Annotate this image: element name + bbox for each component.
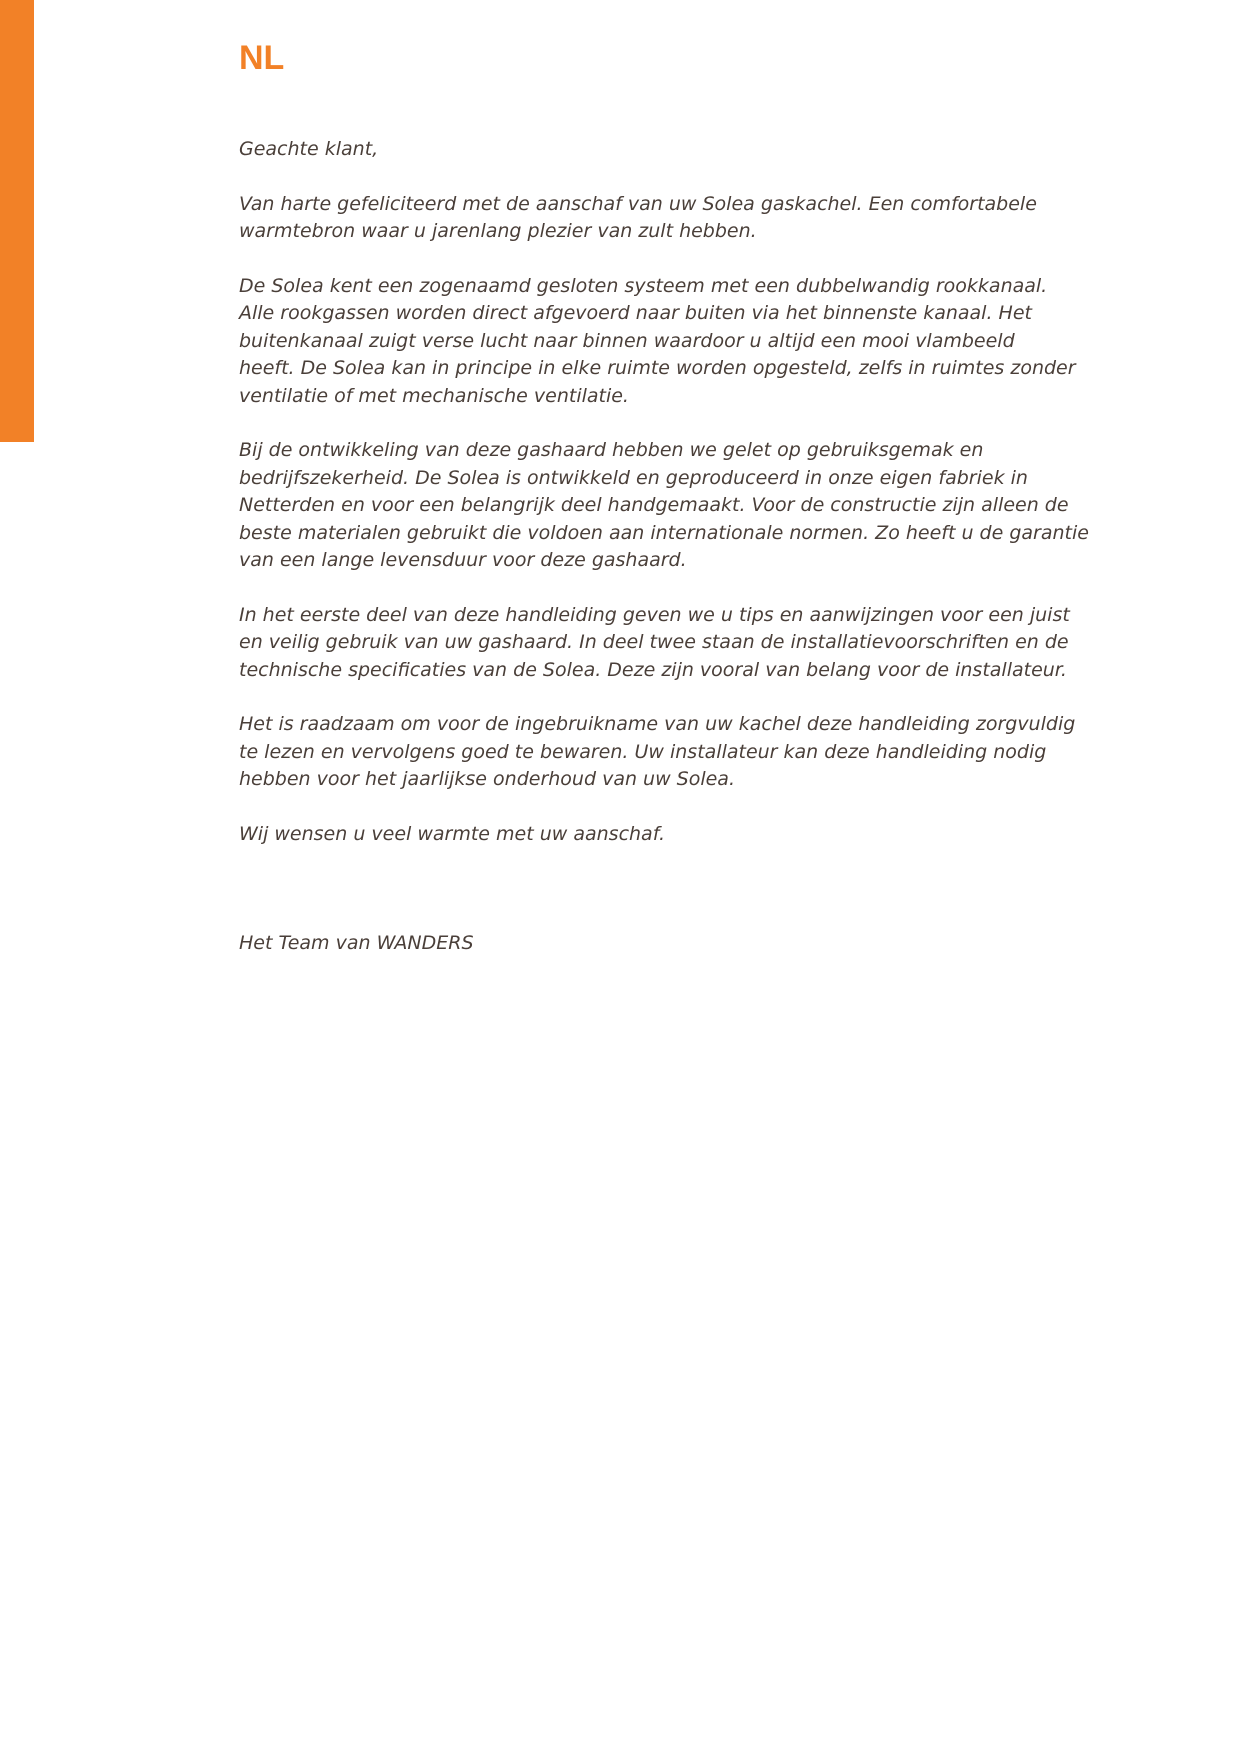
- text-line: bedrijfszekerheid. De Solea is ontwikkeld en geproduceerd in onze eigen fabriek in: [239, 466, 1028, 489]
- text-line: beste materialen gebruikt die voldoen aan internationale normen. Zo heeft u de garantie: [239, 521, 1089, 544]
- text-line: te lezen en vervolgens goed te bewaren. Uw installateur kan deze handleiding nodig: [239, 740, 1047, 763]
- text-line: warmtebron waar u jarenlang plezier van zult hebben.: [239, 220, 757, 243]
- text-line: Alle rookgassen worden direct afgevoerd naar buiten via het binnenste kanaal. Het: [239, 302, 1032, 325]
- text-line: In het eerste deel van deze handleiding geven we u tips en aanwijzingen voor een juist: [239, 603, 1070, 626]
- text-line: van een lange levensduur voor deze gashaard.: [239, 549, 687, 572]
- text-line: technische specificaties van de Solea. Deze zijn vooral van belang voor de installateur.: [239, 658, 1067, 681]
- text-line: buitenkanaal zuigt verse lucht naar binnen waardoor u altijd een mooi vlambeeld: [239, 329, 1015, 352]
- text-line: Bij de ontwikkeling van deze gashaard hebben we gelet op gebruiksgemak en: [239, 439, 984, 462]
- paragraph-6: [239, 821, 1059, 848]
- paragraph-2: [239, 273, 1076, 410]
- text-line: Wij wensen u veel warmte met uw aanschaf.: [239, 823, 666, 846]
- paragraph-3: [239, 437, 1089, 574]
- paragraph-1: [239, 191, 1059, 246]
- signature-line: Het Team van WANDERS: [239, 932, 474, 955]
- text-line: Netterden en voor een belangrijk deel handgemaakt. Voor de constructie zijn alleen de: [239, 494, 1069, 517]
- text-line: en veilig gebruik van uw gashaard. In deel twee staan de installatievoorschriften en de: [239, 631, 1069, 654]
- text-line: De Solea kent een zogenaamd gesloten systeem met een dubbelwandig rookkanaal.: [239, 275, 1048, 297]
- paragraph-5: [239, 711, 1076, 793]
- signature: [239, 930, 1059, 957]
- greeting: [239, 136, 1059, 163]
- text-line: ventilatie of met mechanische ventilatie.: [239, 384, 629, 407]
- letter-body: [239, 136, 1089, 985]
- text-line: Van harte gefeliciteerd met de aanschaf van uw Solea gaskachel. Een comfortabele: [239, 192, 1037, 215]
- text-line: heeft. De Solea kan in principe in elke ruimte worden opgesteld, zelfs in ruimtes zonder: [239, 357, 1076, 380]
- language-label: NL: [239, 39, 285, 77]
- text-line: Het is raadzaam om voor de ingebruikname van uw kachel deze handleiding zorgvuldig: [239, 713, 1076, 736]
- side-accent-bar: [0, 0, 34, 442]
- paragraph-4: [239, 602, 1070, 684]
- greeting-line: Geachte klant,: [239, 138, 379, 160]
- text-line: hebben voor het jaarlijkse onderhoud van uw Solea.: [239, 768, 735, 791]
